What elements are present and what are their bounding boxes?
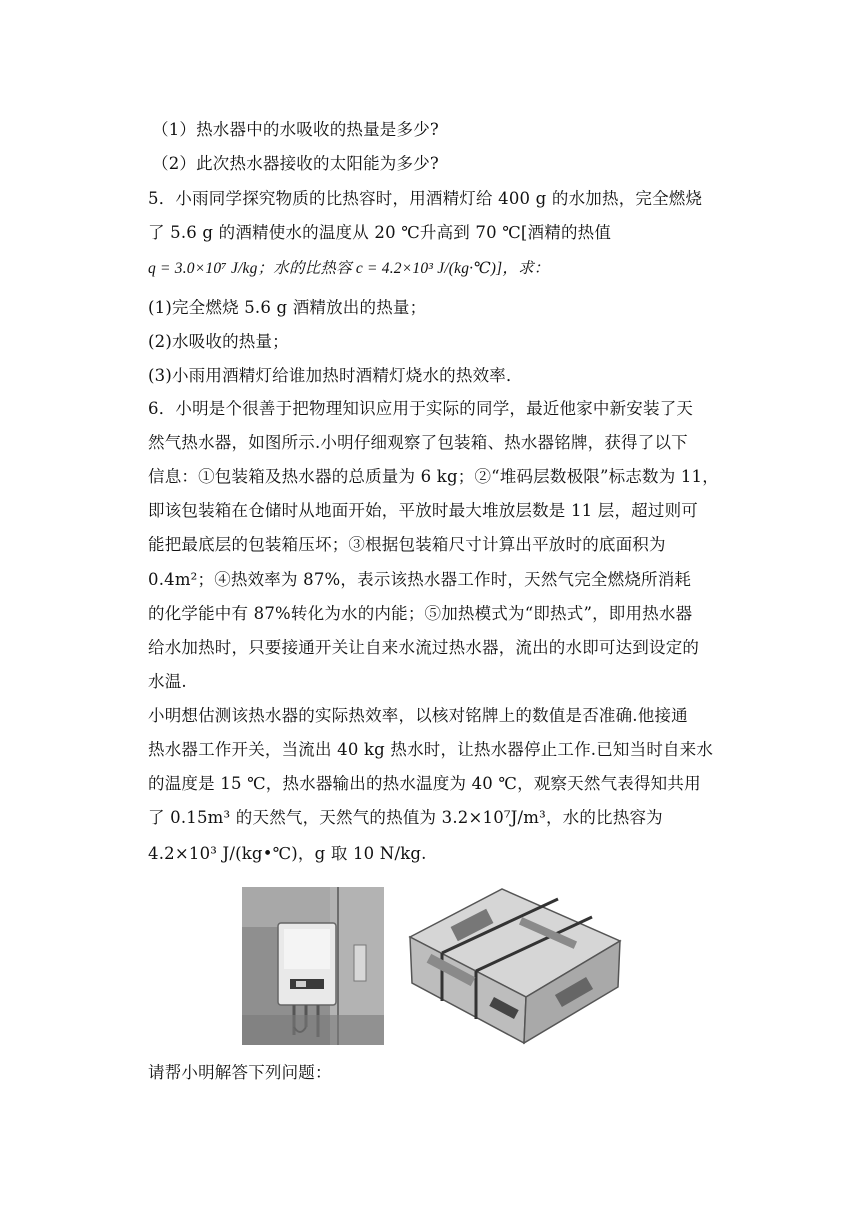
question-5-part-2: (2)水吸收的热量； — [148, 332, 289, 351]
question-6-stem-line-3: 信息：①包装箱及热水器的总质量为 6 kg；②“堆码层数极限”标志数为 11， — [148, 467, 719, 486]
question-6-stem-line-9: 水温. — [148, 672, 187, 691]
question-6-scenario-line-4: 了 0.15m³ 的天然气，天然气的热值为 3.2×10⁷J/m³，水的比热容为 — [148, 808, 663, 827]
water-heater-illustration — [242, 887, 384, 1045]
question-5-stem-line-2: 了 5.6 g 的酒精使水的温度从 20 ℃升高到 70 ℃[酒精的热值 — [148, 223, 612, 242]
question-6-prompt: 请帮小明解答下列问题： — [148, 1063, 332, 1082]
question-6-stem-line-8: 给水加热时，只要接通开关让自来水流过热水器，流出的水即可达到设定的 — [148, 638, 700, 657]
question-6-scenario-line-5: 4.2×10³ J/(kg•℃)，g 取 10 N/kg. — [148, 844, 427, 863]
question-5-stem-line-1: 5．小雨同学探究物质的比热容时，用酒精灯给 400 g 的水加热，完全燃烧 — [148, 189, 703, 208]
question-4-part-1: （1）热水器中的水吸收的热量是多少? — [152, 120, 439, 139]
question-6-stem-line-1: 6．小明是个很善于把物理知识应用于实际的同学，最近他家中新安装了天 — [148, 399, 694, 418]
question-5-part-3: (3)小雨用酒精灯给谁加热时酒精灯烧水的热效率． — [148, 366, 523, 385]
water-heater-photo — [242, 887, 384, 1045]
question-5-part-1: (1)完全燃烧 5.6 g 酒精放出的热量； — [148, 298, 427, 317]
packaging-box-photo — [406, 885, 622, 1045]
question-6-scenario-line-2: 热水器工作开关，当流出 40 kg 热水时，让热水器停止工作.已知当时自来水 — [148, 740, 714, 759]
question-6-stem-line-2: 然气热水器，如图所示.小明仔细观察了包装箱、热水器铭牌，获得了以下 — [148, 433, 688, 452]
question-6-stem-line-7: 的化学能中有 87%转化为水的内能；⑤加热模式为“即热式”，即用热水器 — [148, 604, 693, 623]
question-6-stem-line-4: 即该包装箱在仓储时从地面开始，平放时最大堆放层数是 11 层，超过则可 — [148, 501, 698, 520]
question-6-scenario-line-3: 的温度是 15 ℃，热水器输出的热水温度为 40 ℃，观察天然气表得知共用 — [148, 774, 701, 793]
packaging-box-illustration — [406, 885, 622, 1045]
question-6-stem-line-5: 能把最底层的包装箱压坏；③根据包装箱尺寸计算出平放时的底面积为 — [148, 535, 666, 554]
question-5-formula-line: q = 3.0×10⁷ J/kg；水的比热容 c = 4.2×10³ J/(kg·℃)]，求： — [148, 260, 550, 277]
question-6-scenario-line-1: 小明想估测该热水器的实际热效率，以核对铭牌上的数值是否准确.他接通 — [148, 706, 688, 725]
question-6-stem-line-6: 0.4m²；④热效率为 87%，表示该热水器工作时，天然气完全燃烧所消耗 — [148, 570, 692, 589]
question-4-part-2: （2）此次热水器接收的太阳能为多少? — [152, 154, 439, 173]
